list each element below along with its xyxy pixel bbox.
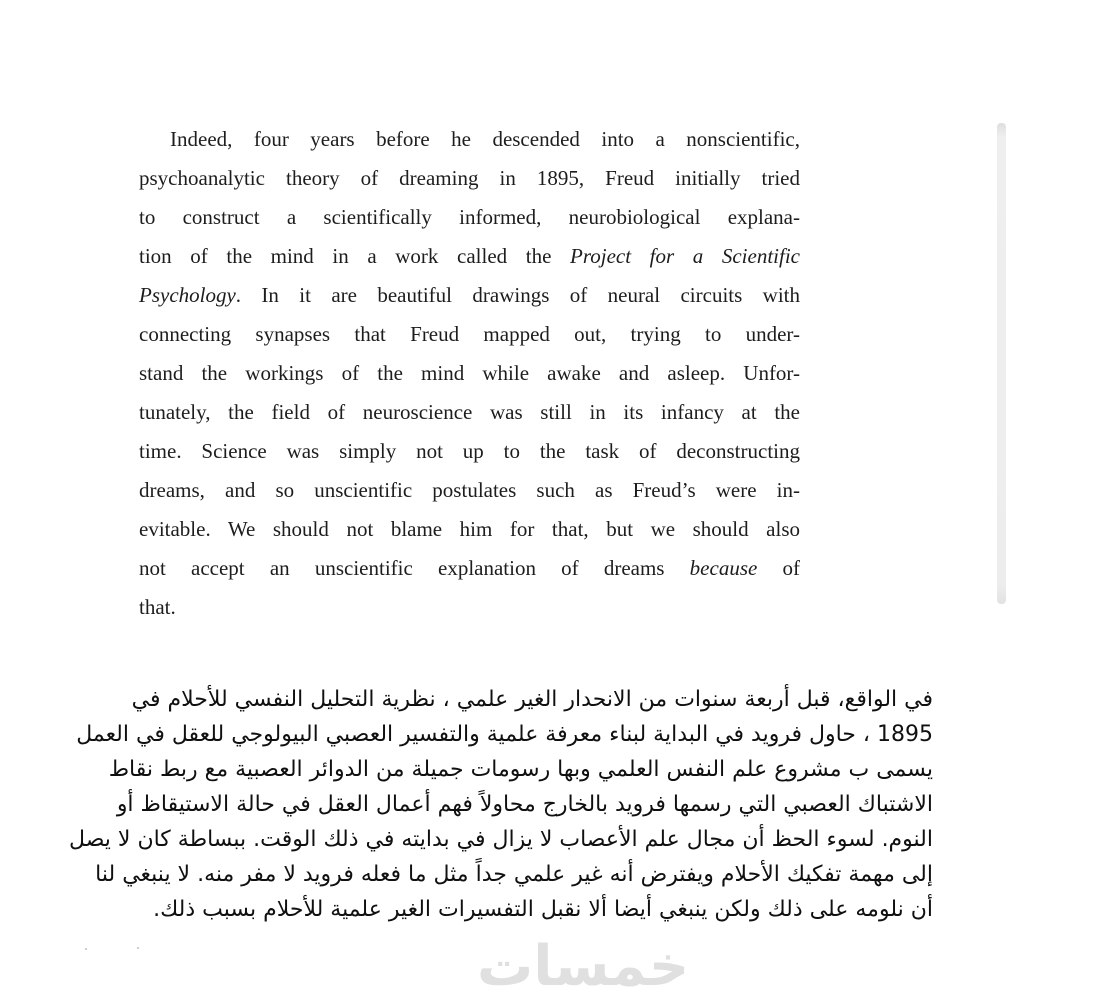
page-speck — [137, 947, 139, 949]
english-line-text: tunately, the field of neuroscience was still in its infancy at the — [139, 400, 800, 424]
english-line — [139, 120, 800, 159]
english-line-text: that. — [139, 595, 176, 619]
page-speck — [85, 948, 87, 950]
book-title-italic: Psychology — [139, 283, 236, 307]
english-line — [139, 588, 800, 627]
english-paragraph — [139, 120, 800, 627]
arabic-line: يسمى ب مشروع علم النفس العلمي وبها رسومات جميلة من الدوائر العصبية مع ربط نقاط — [108, 757, 933, 782]
english-line-text: stand the workings of the mind while awake and asleep. Unfor- — [139, 361, 800, 385]
english-line — [139, 432, 800, 471]
khamsat-watermark: خمسات — [477, 934, 690, 992]
english-line-text: . In it are beautiful drawings of neural circuits with — [235, 283, 800, 307]
arabic-paragraph — [70, 682, 933, 927]
english-line — [139, 159, 800, 198]
emphasis-italic: because — [689, 556, 758, 580]
english-line-text: time. Science was simply not up to the task of deconstructing — [139, 439, 800, 463]
arabic-line: في الواقع، قبل أربعة سنوات من الانحدار الغير علمي ، نظرية التحليل النفسي للأحلام في — [131, 687, 933, 712]
english-line-text: tion of the mind in a work called the — [139, 244, 571, 268]
english-line-text: to construct a scientifically informed, neurobiological explana- — [139, 205, 800, 229]
english-line — [139, 276, 800, 315]
book-title-italic: Project for a Scientific — [570, 244, 800, 268]
arabic-line: إلى مهمة تفكيك الأحلام ويفترض أنه غير علمي جداً مثل ما فعله فرويد لا مفر منه. لا ينبغي لنا — [95, 862, 933, 887]
english-line-text: evitable. We should not blame him for that, but we should also — [139, 517, 800, 541]
english-line-text: not accept an unscientific explanation of dreams — [139, 556, 690, 580]
english-line — [139, 549, 800, 588]
english-line — [139, 237, 800, 276]
arabic-line: الاشتباك العصبي التي رسمها فرويد بالخارج محاولاً فهم أعمال العقل في حالة الاستيقاظ أو — [116, 792, 933, 817]
english-line — [139, 393, 800, 432]
arabic-line: النوم. لسوء الحظ أن مجال علم الأعصاب لا يزال في بدايته في ذلك الوقت. ببساطة كان لا يصل — [69, 827, 933, 852]
english-line — [139, 315, 800, 354]
english-line-text: of — [757, 556, 800, 580]
english-line-text: connecting synapses that Freud mapped out, trying to under- — [139, 322, 800, 346]
english-line-text: Indeed, four years before he descended into a nonscientific, — [170, 127, 800, 151]
english-line — [139, 354, 800, 393]
arabic-line: 1895 ، حاول فرويد في البداية لبناء معرفة علمية والتفسير العصبي البيولوجي للعقل في العمل — [76, 722, 933, 747]
english-line — [139, 510, 800, 549]
english-line — [139, 471, 800, 510]
scrollbar[interactable] — [997, 123, 1006, 604]
arabic-line: أن نلومه على ذلك ولكن ينبغي أيضا ألا نقبل التفسيرات الغير علمية للأحلام بسبب ذلك. — [153, 897, 933, 922]
english-line-text: psychoanalytic theory of dreaming in 1895, Freud initially tried — [139, 166, 800, 190]
english-line — [139, 198, 800, 237]
english-line-text: dreams, and so unscientific postulates such as Freud’s were in- — [139, 478, 800, 502]
